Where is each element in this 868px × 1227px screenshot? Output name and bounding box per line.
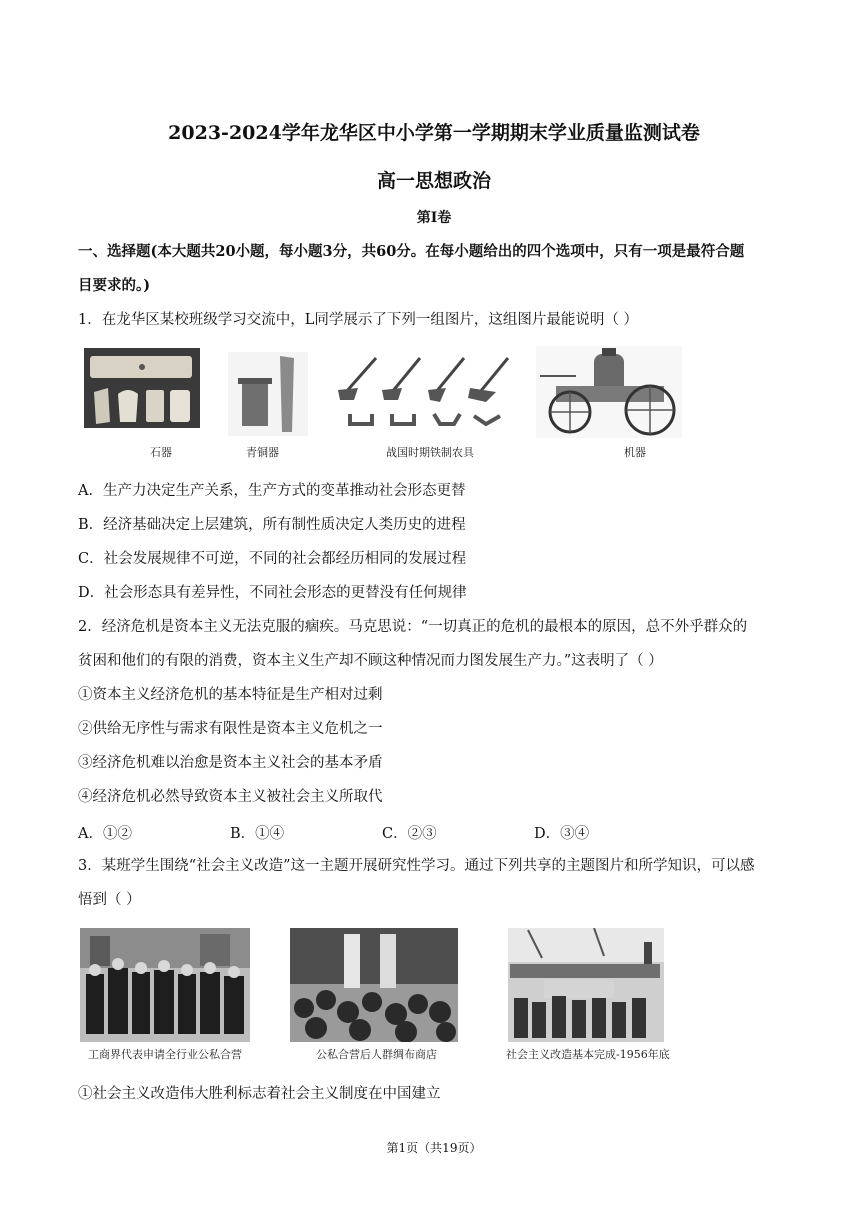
volume-label: 第I卷 bbox=[416, 210, 452, 226]
machine-caption: 机器 bbox=[624, 446, 646, 459]
section-instructions-line1: 一、选择题(本大题共20小题，每小题3分，共60分。在每小题给出的四个选项中，只有一项是最符合题 bbox=[78, 243, 745, 260]
photo-celebration-caption: 社会主义改造基本完成-1956年底 bbox=[506, 1048, 670, 1061]
photo-shop bbox=[290, 928, 458, 1042]
q1-option-c: C．社会发展规律不可逆，不同的社会都经历相同的发展过程 bbox=[78, 551, 467, 567]
q1-option-b: B．经济基础决定上层建筑，所有制性质决定人类历史的进程 bbox=[78, 517, 466, 533]
stone-tools-caption: 石器 bbox=[150, 446, 172, 459]
bronze-ware-caption: 青铜器 bbox=[246, 446, 279, 459]
q2-stem-line2: 贫困和他们的有限的消费，资本主义生产却不顾这种情况而力图发展生产力。”这表明了（ ） bbox=[78, 653, 663, 669]
q2-option-d: D．③④ bbox=[534, 826, 590, 842]
q2-stem-line1: 2．经济危机是资本主义无法克服的痼疾。马克思说：“一切真正的危机的最根本的原因，总不外乎群众的 bbox=[78, 619, 748, 635]
q2-item-2: ②供给无序性与需求有限性是资本主义危机之一 bbox=[78, 721, 383, 737]
exam-subject: 高一思想政治 bbox=[376, 170, 491, 192]
photo-merchants bbox=[80, 928, 250, 1042]
q3-stem-line1: 3．某班学生围绕“社会主义改造”这一主题开展研究性学习。通过下列共享的主题图片和所学知识，可以感 bbox=[78, 858, 755, 874]
machine-image bbox=[536, 346, 682, 438]
section-instructions-line2: 目要求的。) bbox=[78, 277, 151, 294]
q1-stem: 1．在龙华区某校班级学习交流中，L同学展示了下列一组图片，这组图片最能说明（ ） bbox=[78, 312, 638, 328]
page-footer: 第1页（共19页） bbox=[386, 1141, 482, 1155]
q2-option-a: A．①② bbox=[78, 826, 132, 842]
iron-tools-image bbox=[336, 352, 514, 436]
stone-tools-image bbox=[84, 348, 200, 440]
q2-item-1: ①资本主义经济危机的基本特征是生产相对过剩 bbox=[78, 687, 383, 703]
q3-stem-line2: 悟到（ ） bbox=[78, 892, 141, 908]
photo-shop-caption: 公私合营后人群绸布商店 bbox=[316, 1048, 437, 1061]
photo-celebration bbox=[508, 928, 664, 1042]
q1-option-a: A．生产力决定生产关系，生产方式的变革推动社会形态更替 bbox=[78, 483, 466, 499]
q3-item-1: ①社会主义改造伟大胜利标志着社会主义制度在中国建立 bbox=[78, 1086, 441, 1102]
iron-tools-caption: 战国时期铁制农具 bbox=[386, 446, 474, 459]
q1-option-d: D．社会形态具有差异性，不同社会形态的更替没有任何规律 bbox=[78, 585, 467, 601]
q2-option-b: B．①④ bbox=[230, 826, 285, 842]
exam-title: 2023-2024学年龙华区中小学第一学期期末学业质量监测试卷 bbox=[168, 122, 700, 144]
q2-item-4: ④经济危机必然导致资本主义被社会主义所取代 bbox=[78, 789, 383, 805]
photo-merchants-caption: 工商界代表申请全行业公私合营 bbox=[88, 1048, 242, 1061]
q2-option-c: C．②③ bbox=[382, 826, 437, 842]
bronze-ware-image bbox=[228, 352, 308, 436]
q2-item-3: ③经济危机难以治愈是资本主义社会的基本矛盾 bbox=[78, 755, 383, 771]
